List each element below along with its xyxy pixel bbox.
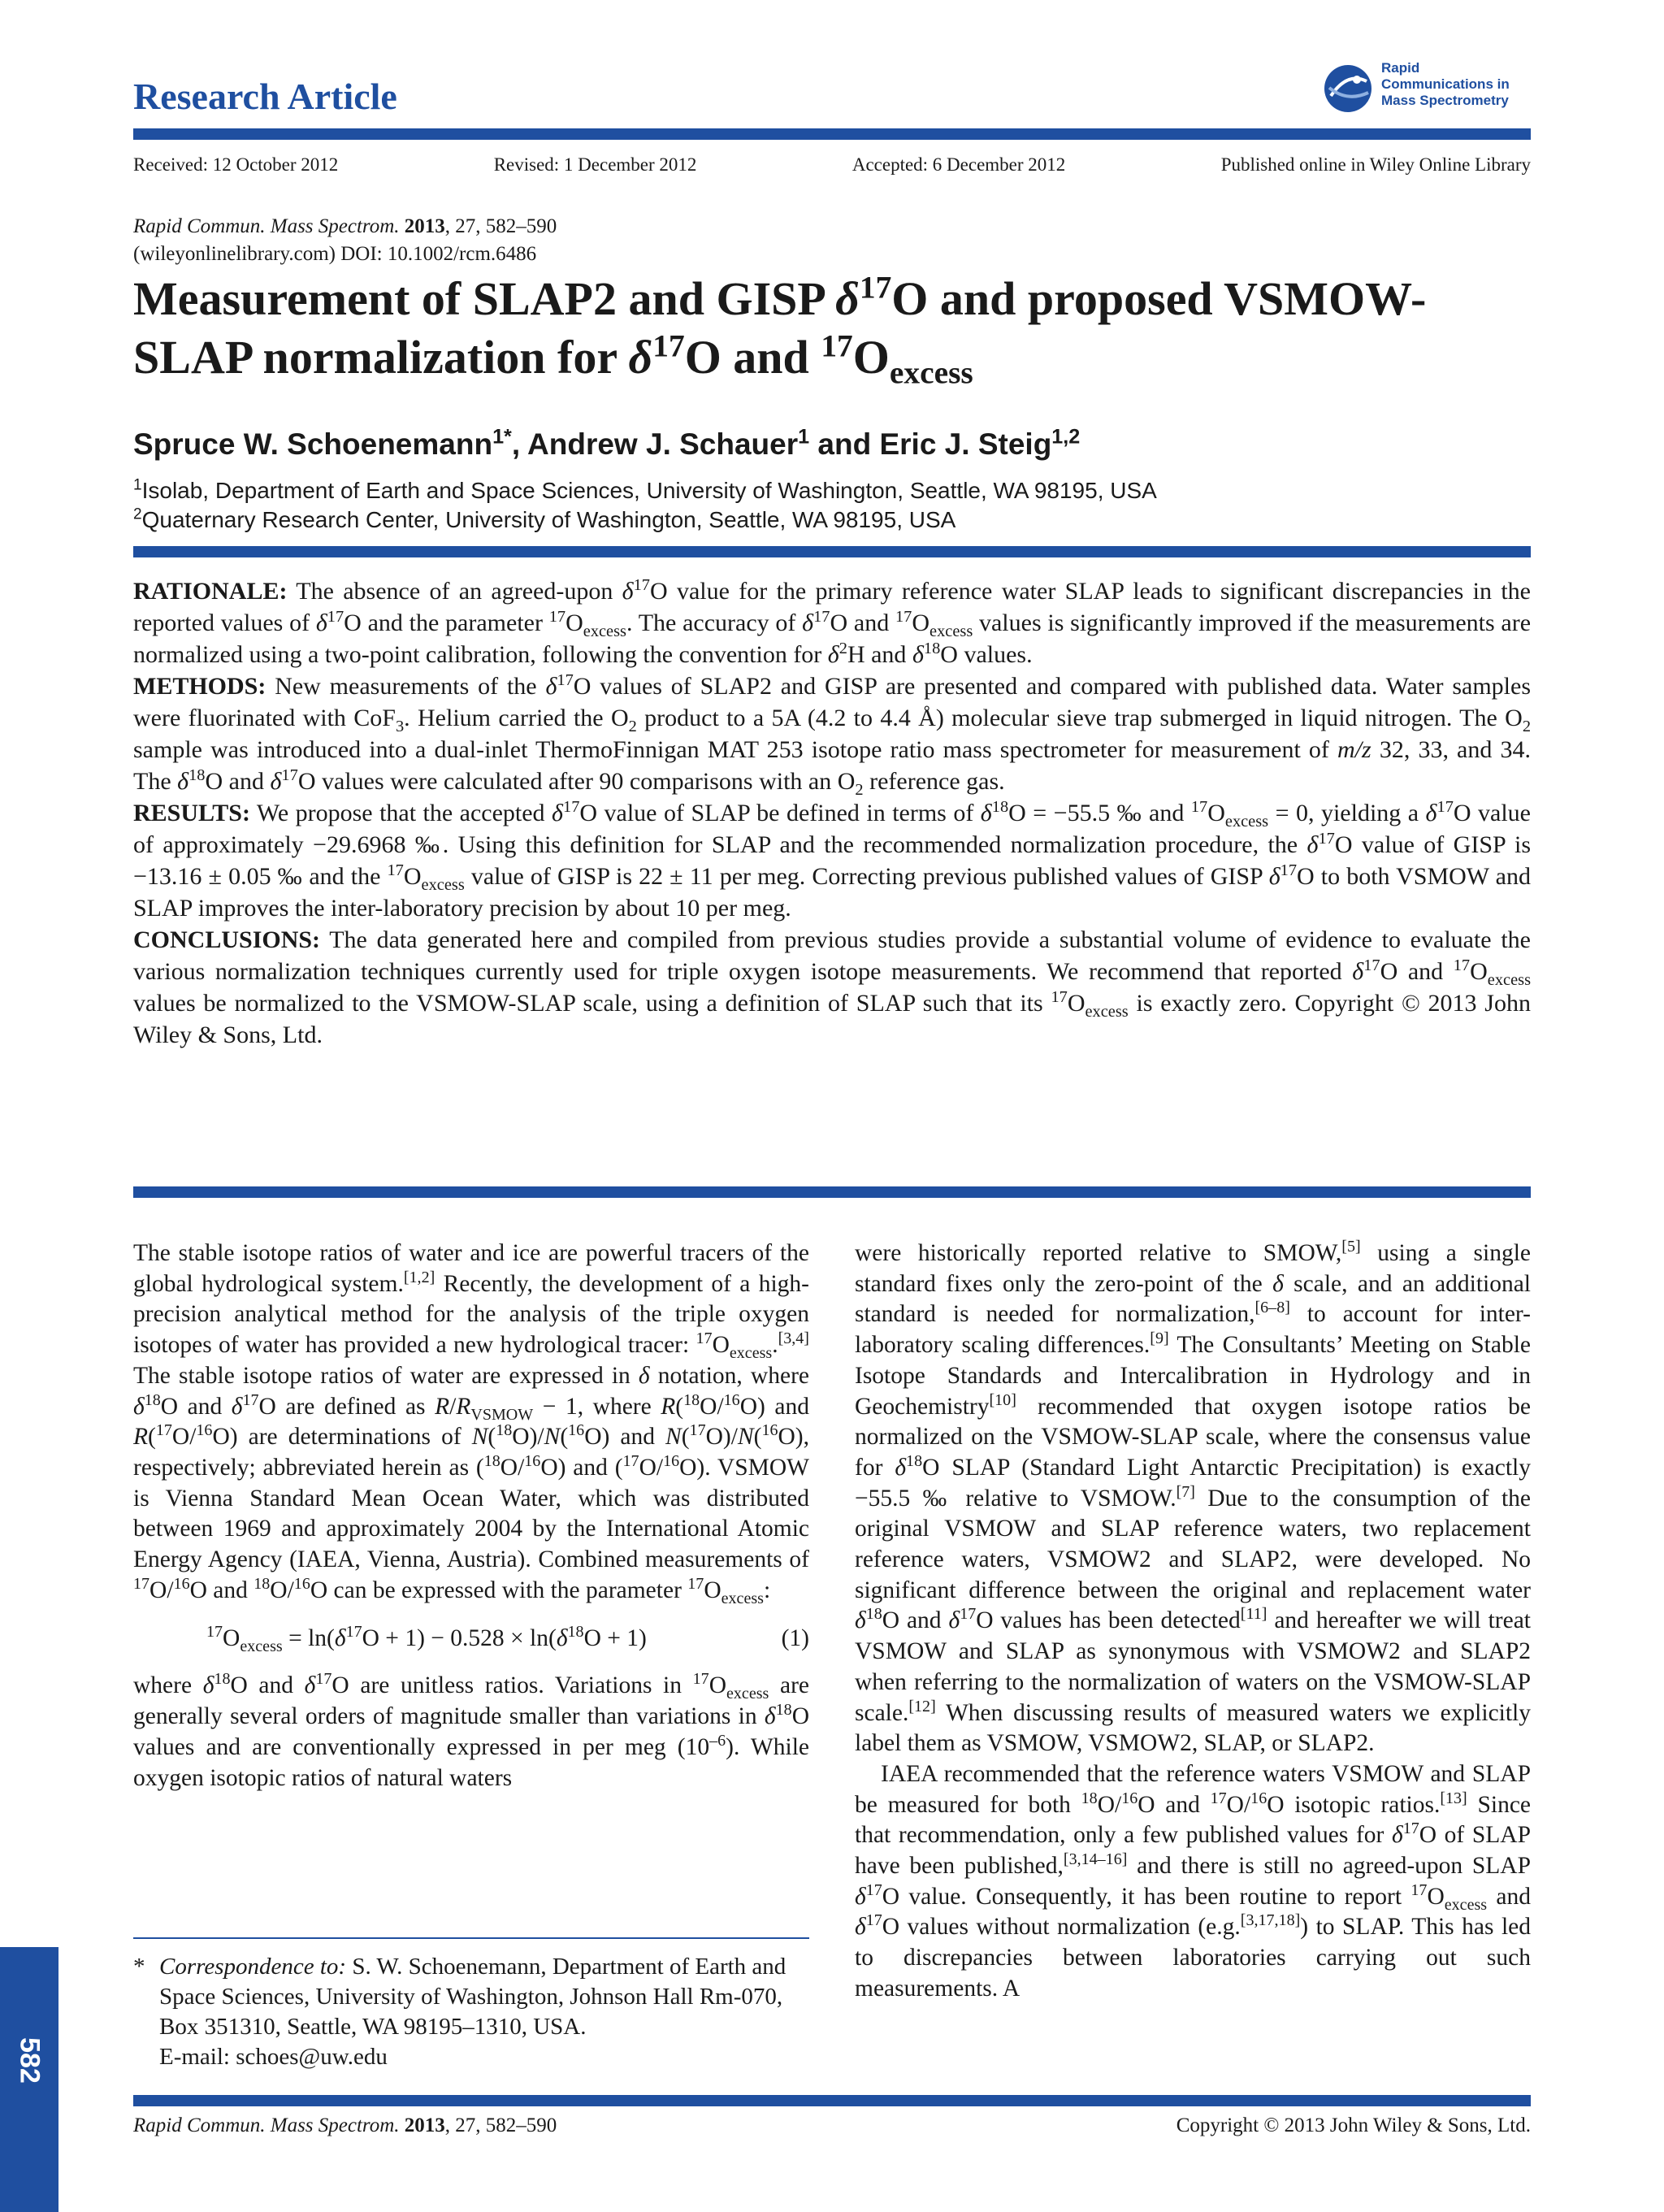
body-paragraph: IAEA recommended that the reference waters VSMOW and SLAP be measured for both $^{18}$O/$^{16}$O and $^{17}$O/$^{16}$O isotopic ratios.[13] Since that recommendation, only a few published values for $\delta^{17}O$ of SLAP have been published,[3,14–16] and there is still no agreed-upon SLAP $\delta^{17}O$ value. Consequently, it has been routine to report $^{17}O_{excess}$ and $\delta^{17}O$ values without normalization (e.g.[3,17,18]) to SLAP. This has led to discrepancies between laboratories carrying out such measurements. A [855, 1760, 1532, 2002]
journal-logo-text: Rapid Communications in Mass Spectrometry [1381, 60, 1510, 108]
correspondence-email: E-mail: schoes@uw.edu [159, 2044, 388, 2070]
footer-copyright: Copyright © 2013 John Wiley & Sons, Ltd. [1176, 2114, 1531, 2136]
accepted-date: Accepted: 6 December 2012 [852, 154, 1066, 175]
footer-citation: Rapid Commun. Mass Spectrom. 2013, 27, 582–590 [133, 2114, 557, 2136]
footnote-rule [133, 1937, 809, 1939]
article-dates [133, 154, 1531, 180]
citation-block: Rapid Commun. Mass Spectrom. 2013, 27, 582–590 (wileyonlinelibrary.com) DOI: 10.1002/rcm.6486 [133, 213, 1108, 268]
page-number-tab [0, 1947, 58, 2212]
body-paragraph: where $\delta^{18}O$ and $\delta^{17}O$ are unitless ratios. Variations in $^{17}O_{excess}$ are generally several orders of magnitude smaller than variations in $\delta^{18}O$ values and are conventionally expressed in per meg $(10^{-6})$. While oxygen isotopic ratios of natural waters [133, 1670, 809, 1791]
journal-logo [1323, 60, 1534, 119]
received-date: Received: 12 October 2012 [133, 154, 339, 175]
abstract-results: RESULTS: We propose that the accepted $\delta^{17}O$ value of SLAP be defined in terms of $\delta^{18}O = -55.5$ ‰ and $^{17}O_{excess} = 0$, yielding a $\delta^{17}O$ value of approximately −29.6968 ‰. Using this definition for SLAP and the recommended normalization procedure, the $\delta^{17}O$ value of GISP is −13.16 ± 0.05 ‰ and the $^{17}O_{excess}$ value of GISP is 22 ± 11 per meg. Correcting previous published values of GISP $\delta^{17}O$ to both VSMOW and SLAP improves the inter-laboratory precision by about 10 per meg. [133, 798, 1531, 922]
equation-1: $^{17}O_{excess} = \ln(\delta^{17}O + 1) - 0.528 \times \ln(\delta^{18}O + 1)$ (1) [206, 1623, 809, 1656]
author-list: Spruce W. Schoenemann$^{1*}$, Andrew J. Schauer$^1$ and Eric J. Steig$^{1,2}$ [133, 425, 1081, 461]
doi-line: (wileyonlinelibrary.com) DOI: 10.1002/rcm.6486 [133, 243, 537, 265]
page-number: 582 [14, 2037, 46, 2084]
abstract [133, 575, 1531, 1051]
body-paragraph: were historically reported relative to SMOW,[5] using a single standard fixes only the zero-point of the δ scale, and an additional standard is needed for normalization,[6–8] to account for inter-laboratory scaling differences.[9] The Consultants’ Meeting on Stable Isotope Standards and Intercalibration in Hydrology and in Geochemistry[10] recommended that oxygen isotope ratios be normalized on the VSMOW-SLAP scale, where the consensus value for $\delta^{18}O$ SLAP (Standard Light Antarctic Precipitation) is exactly −55.5 ‰ relative to VSMOW.[7] Due to the consumption of the original VSMOW and SLAP reference waters, two replacement reference waters, VSMOW2 and SLAP2, were developed. No significant difference between the original and replacement water $\delta^{18}O$ and $\delta^{17}O$ values has been detected[11] and hereafter we will treat VSMOW and SLAP as synonymous with VSMOW2 and SLAP2 when referring to the normalization of waters on the VSMOW-SLAP scale.[12] When discussing results of measured waters we explicitly label them as VSMOW, VSMOW2, SLAP, or SLAP2. [855, 1238, 1532, 1757]
affiliation-rule [133, 546, 1531, 557]
revised-date: Revised: 1 December 2012 [493, 154, 697, 175]
journal-logo-icon [1323, 63, 1373, 114]
abstract-rationale: RATIONALE: The absence of an agreed-upon $\delta^{17}O$ value for the primary reference water SLAP leads to significant discrepancies in the reported values of $\delta^{17}O$ and the parameter $^{17}O_{excess}$. The accuracy of $\delta^{17}O$ and $^{17}O_{excess}$ values is significantly improved if the measurements are normalized using a two-point calibration, following the convention for $\delta^2H$ and $\delta^{18}O$ values. [133, 576, 1532, 668]
article-title: Measurement of SLAP2 and GISP $\delta^{17}O$ and proposed VSMOW-SLAP normalization for $\delta^{17}O$ and $^{17}O_{excess}$ [133, 269, 1427, 391]
affiliation-2: $^2$Quaternary Research Center, University of Washington, Seattle, WA 98195, USA [133, 505, 956, 532]
body-column-right [855, 1238, 1531, 2005]
abstract-methods: METHODS: New measurements of the $\delta^{17}O$ values of SLAP2 and GISP are presented and compared with published data. Water samples were fluorinated with CoF$_3$. Helium carried the $O_2$ product to a 5A (4.2 to 4.4 Å) molecular sieve trap submerged in liquid nitrogen. The $O_2$ sample was introduced into a dual-inlet ThermoFinnigan MAT 253 isotope ratio mass spectrometer for measurement of m/z 32, 33, and 34. The $\delta^{18}O$ and $\delta^{17}O$ values were calculated after 90 comparisons with an $O_2$ reference gas. [133, 671, 1532, 799]
affiliation-1: $^1$Isolab, Department of Earth and Space Sciences, University of Washington, Seattle, WA 98195, USA [133, 476, 1157, 503]
abstract-rule [133, 1186, 1531, 1198]
body-column-left [133, 1238, 809, 1793]
abstract-conclusions: CONCLUSIONS: The data generated here and compiled from previous studies provide a substantial volume of evidence to evaluate the various normalization techniques currently used for triple oxygen isotope measurements. We recommend that reported $\delta^{17}O$ and $^{17}O_{excess}$ values be normalized to the VSMOW-SLAP scale, using a definition of SLAP such that its $^{17}O_{excess}$ is exactly zero. Copyright © 2013 John Wiley & Sons, Ltd. [133, 926, 1532, 1048]
header-rule [133, 128, 1531, 140]
correspondence-footnote: * Correspondence to: S. W. Schoenemann, Department of Earth and Space Sciences, University of Washington, Johnson Hall Rm-070, Box 351310, Seattle, WA 98195–1310, USA. E-mail: schoes@uw.edu [133, 1952, 808, 2072]
published-online: Published online in Wiley Online Library [1220, 154, 1531, 175]
body-paragraph: The stable isotope ratios of water and ice are powerful tracers of the global hydrological system.[1,2] Recently, the development of a high-precision analytical method for the analysis of the triple oxygen isotopes of water has provided a new hydrological tracer: $^{17}O_{excess}.[3,4]$ The stable isotope ratios of water are expressed in δ notation, where $\delta^{18}O$ and $\delta^{17}O$ are defined as $R/R_{VSMOW} - 1$, where R($^{18}$O/$^{16}$O) and R($^{17}$O/$^{16}$O) are determinations of N($^{18}$O)/N($^{16}$O) and N($^{17}$O)/N($^{16}$O), respectively; abbreviated herein as ($^{18}$O/$^{16}$O) and ($^{17}$O/$^{16}$O). VSMOW is Vienna Standard Mean Ocean Water, which was distributed between 1969 and approximately 2004 by the International Atomic Energy Agency (IAEA, Vienna, Austria). Combined measurements of $^{17}$O/$^{16}$O and $^{18}$O/$^{16}$O can be expressed with the parameter $^{17}O_{excess}$: [133, 1240, 810, 1607]
footer-rule [133, 2095, 1531, 2106]
section-label: Research Article [133, 76, 397, 117]
